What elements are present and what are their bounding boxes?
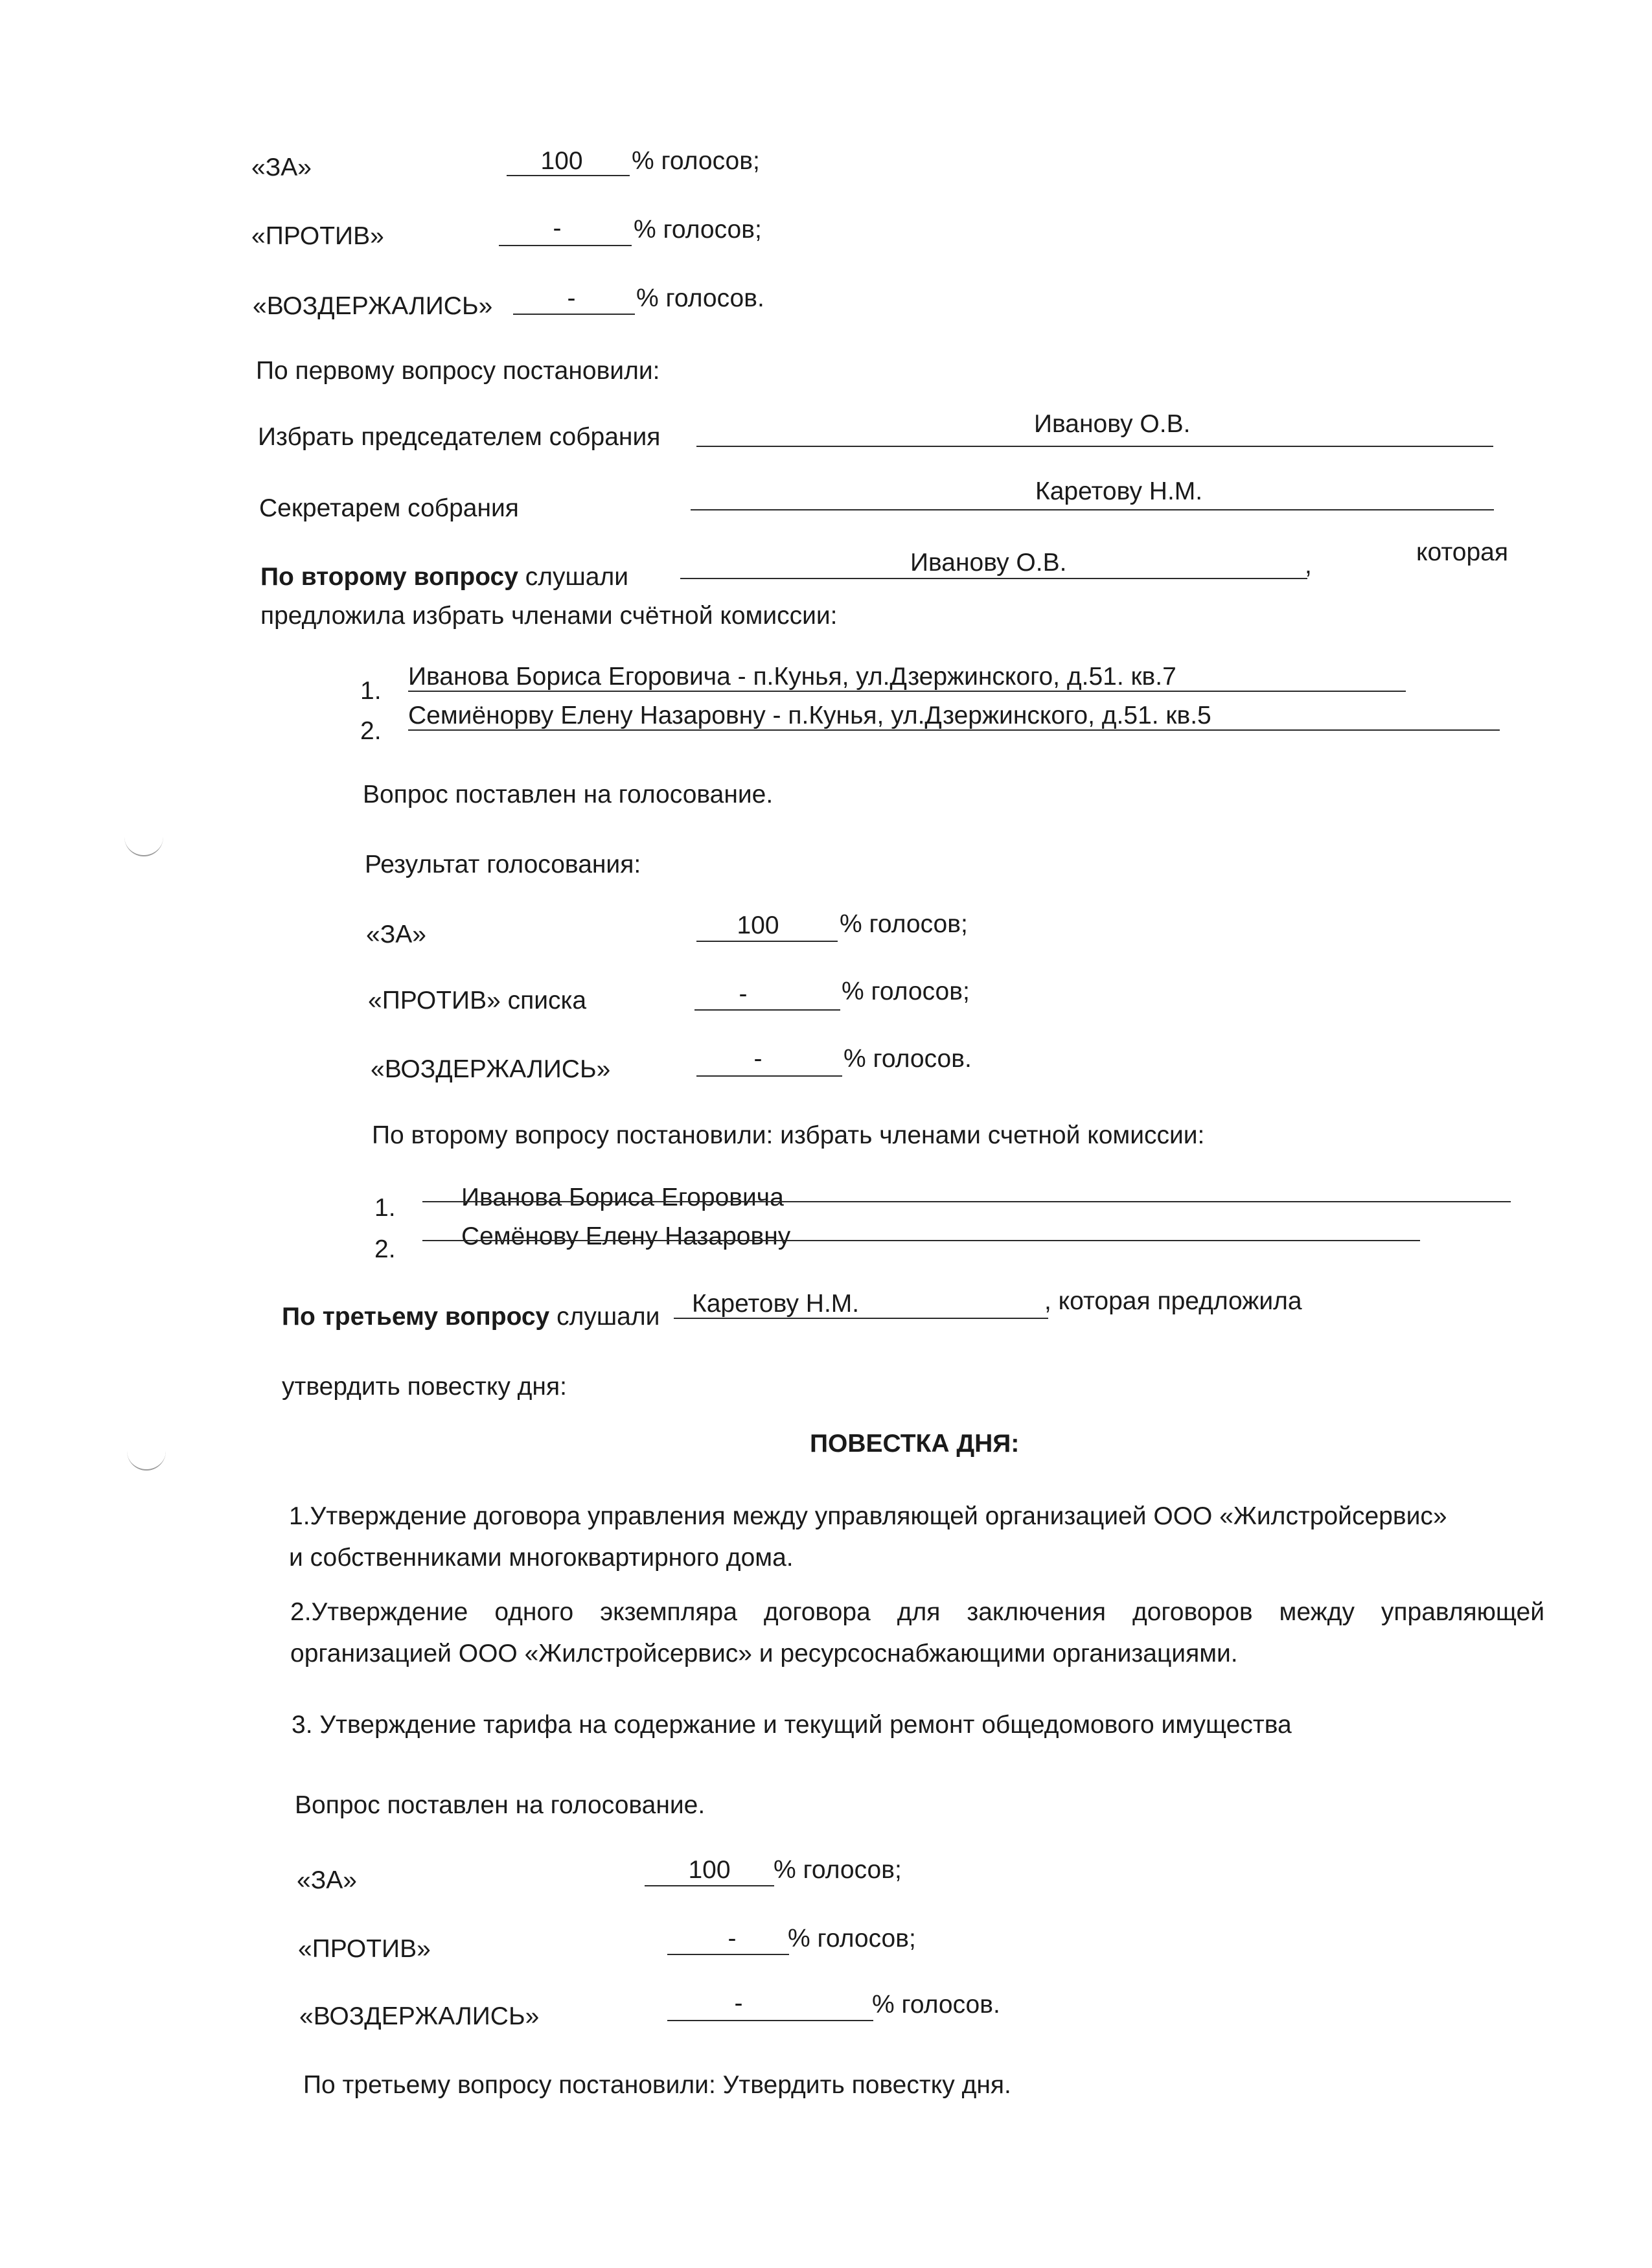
- elected-2-underline: [422, 1240, 1420, 1241]
- vote-abstain-underline: [513, 314, 635, 315]
- vote-for-suffix: % голосов;: [632, 147, 760, 175]
- q3-vote-against-label: «ПРОТИВ»: [298, 1935, 431, 1963]
- agenda-item-1b: и собственниками многоквартирного дома.: [289, 1544, 794, 1572]
- q2-heading-rest: слушали: [525, 563, 629, 591]
- q3-vote-for-value: 100: [688, 1856, 731, 1884]
- q2-heading-bold: По второму вопросу: [260, 563, 518, 591]
- q2-heading: [260, 562, 628, 592]
- q2-vote-abstain-value: -: [753, 1045, 763, 1073]
- vote-against-value: -: [553, 214, 562, 242]
- q2-speaker-comma: ,: [1305, 551, 1312, 579]
- q2-vote-against-suffix: % голосов;: [842, 978, 970, 1005]
- q2-vote-abstain-suffix: % голосов.: [843, 1045, 972, 1073]
- q2-speaker: Иванову О.В.: [910, 549, 1067, 577]
- agenda-item-2a: 2.Утверждение одного экземпляра договора для заключения договоров между управляющей: [290, 1598, 1544, 1626]
- q2-put-to-vote: Вопрос поставлен на голосование.: [363, 781, 774, 808]
- q2-vote-for-suffix: % голосов;: [840, 910, 968, 938]
- secretary-label: Секретарем собрания: [259, 494, 519, 522]
- vote-for-label: «ЗА»: [251, 154, 312, 181]
- q2-vote-for-value: 100: [737, 911, 779, 939]
- q3-speaker: Каретову Н.М.: [692, 1290, 860, 1318]
- agenda-item-2b: организацией ООО «Жилстройсервис» и ресурсоснабжающими организациями.: [290, 1640, 1238, 1667]
- q3-approve: утвердить повестку дня:: [282, 1373, 567, 1401]
- chair-label: Избрать председателем собрания: [258, 423, 661, 451]
- q3-put-to-vote: Вопрос поставлен на голосование.: [295, 1791, 706, 1819]
- vote-abstain-label: «ВОЗДЕРЖАЛИСЬ»: [253, 292, 493, 320]
- q3-vote-for-suffix: % голосов;: [774, 1856, 902, 1884]
- elected-1-num: 1.: [374, 1194, 396, 1222]
- q2-vote-for-label: «ЗА»: [366, 921, 426, 948]
- elected-1-text: Иванова Бориса Егоровича: [461, 1184, 784, 1211]
- candidate-1-underline: [408, 691, 1406, 692]
- q3-heading-bold: По третьему вопросу: [282, 1303, 550, 1331]
- elected-2-text: Семёнову Елену Назаровну: [461, 1222, 791, 1250]
- q2-vote-for-underline: [696, 941, 838, 942]
- secretary-underline: [691, 509, 1494, 510]
- candidate-1-num: 1.: [360, 677, 382, 705]
- agenda-item-1a: 1.Утверждение договора управления между управляющей организацией ООО «Жилстройсервис»: [289, 1502, 1447, 1530]
- q3-vote-abstain-underline: [667, 2020, 873, 2021]
- elected-2-num: 2.: [374, 1235, 396, 1263]
- q3-vote-for-underline: [645, 1885, 774, 1886]
- vote-against-suffix: % голосов;: [634, 216, 762, 244]
- q3-heading-rest: слушали: [556, 1303, 660, 1331]
- agenda-item-3: 3. Утверждение тарифа на содержание и текущий ремонт общедомового имущества: [292, 1711, 1292, 1739]
- elected-1-underline: [422, 1201, 1511, 1202]
- candidate-1-text: Иванова Бориса Егоровича - п.Кунья, ул.Дзержинского, д.51. кв.7: [408, 663, 1176, 691]
- q3-vote-against-suffix: % голосов;: [788, 1925, 916, 1953]
- q2-result-label: Результат голосования:: [365, 851, 641, 878]
- q2-vote-against-underline: [694, 1009, 840, 1011]
- candidate-2-num: 2.: [360, 717, 382, 745]
- q2-vote-against-value: -: [739, 980, 748, 1008]
- q3-after-speaker: , которая предложила: [1044, 1287, 1302, 1315]
- q2-vote-abstain-label: «ВОЗДЕРЖАЛИСЬ»: [371, 1055, 611, 1083]
- q3-vote-abstain-suffix: % голосов.: [872, 1991, 1000, 2019]
- q2-vote-abstain-underline: [696, 1075, 842, 1077]
- vote-against-label: «ПРОТИВ»: [251, 222, 384, 250]
- agenda-title: ПОВЕСТКА ДНЯ:: [810, 1430, 1020, 1458]
- vote-against-underline: [499, 245, 632, 246]
- q3-vote-abstain-label: «ВОЗДЕРЖАЛИСЬ»: [299, 2002, 540, 2030]
- q3-vote-abstain-value: -: [734, 1989, 743, 2017]
- vote-abstain-value: -: [567, 284, 576, 312]
- vote-abstain-suffix: % голосов.: [636, 284, 764, 312]
- q3-vote-against-value: -: [728, 1925, 737, 1953]
- vote-for-value: 100: [540, 147, 583, 175]
- chair-underline: [696, 446, 1493, 447]
- q2-vote-against-label: «ПРОТИВ» списка: [368, 987, 587, 1014]
- q2-proposed: предложила избрать членами счётной комиссии:: [260, 602, 838, 630]
- q2-which: которая: [1416, 538, 1508, 566]
- q3-heading: [282, 1302, 660, 1332]
- q3-vote-for-label: «ЗА»: [297, 1866, 357, 1894]
- secretary-value: Каретову Н.М.: [1035, 477, 1203, 505]
- candidate-2-underline: [408, 729, 1500, 731]
- punch-hole-mark: [127, 1451, 166, 1471]
- q3-decided: По третьему вопросу постановили: Утвердить повестку дня.: [303, 2071, 1011, 2099]
- chair-value: Иванову О.В.: [1034, 410, 1191, 438]
- punch-hole-mark: [124, 836, 163, 856]
- candidate-2-text: Семиёнорву Елену Назаровну - п.Кунья, ул.Дзержинского, д.51. кв.5: [408, 702, 1211, 729]
- q2-decided: По второму вопросу постановили: избрать членами счетной комиссии:: [372, 1121, 1205, 1149]
- q1-decided: По первому вопросу постановили:: [256, 357, 660, 385]
- q2-speaker-underline: [680, 578, 1307, 579]
- q3-vote-against-underline: [667, 1954, 789, 1955]
